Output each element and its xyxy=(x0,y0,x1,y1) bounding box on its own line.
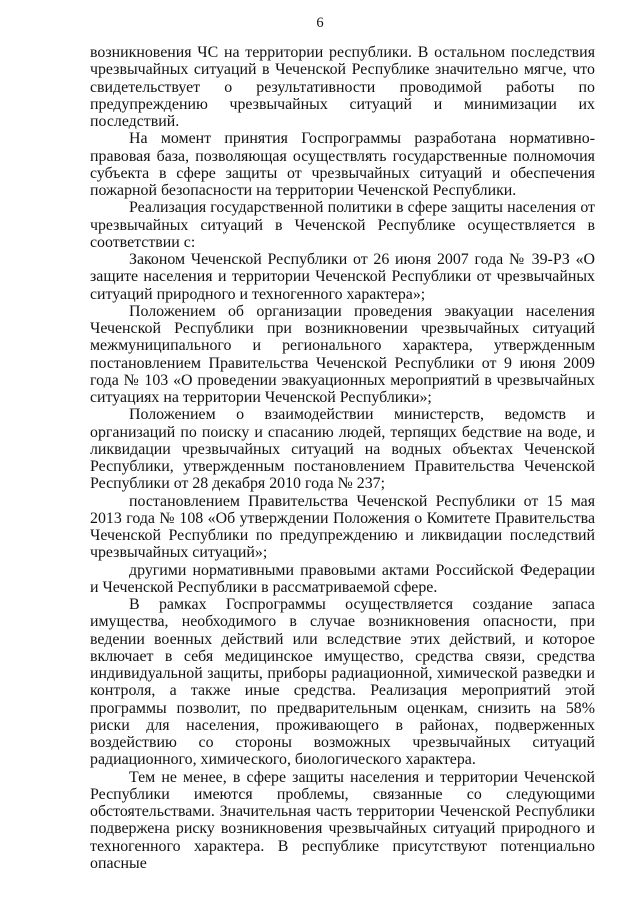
paragraph-policy-implementation: Реализация государственной политики в сфере защиты населения от чрезвычайных ситуаций в Чеченской Республике осуществляется в соответствии с: xyxy=(90,199,595,251)
paragraph-problems: Тем не менее, в сфере защиты населения и территории Чеченской Республики имеются проблемы, связанные со следующими обстоятельствами. Значительная часть территории Чеченской Республики подвержена риску возникновения чрезвычайных ситуаций природного и техногенного характера. В республике присутствуют потенциально опасные xyxy=(90,768,595,872)
document-body xyxy=(90,44,595,872)
page-number: 6 xyxy=(316,15,324,31)
list-item-resolution-108: постановлением Правительства Чеченской Республики от 15 мая 2013 года № 108 «Об утверждении Положения о Комитете Правительства Чеченской Республики по предупреждению и ликвидации последствий чрезвычайных ситуаций»; xyxy=(90,492,595,562)
paragraph-property-reserve: В рамках Госпрограммы осуществляется создание запаса имущества, необходимого в случае возникновения опасности, при ведении военных действий или вследствие этих действий, и которое включает в себя медицинское имущество, средства связи, средства индивидуальной защиты, приборы радиационной, химической разведки и контроля, а также иные средства. Реализация мероприятий этой программы позволит, по предварительным оценкам, снизить на 58% риски для населения, проживающего в районах, подверженных воздействию со стороны возможных чрезвычайных ситуаций радиационного, химического, биологического характера. xyxy=(90,596,595,769)
list-item-evacuation-regulation: Положением об организации проведения эвакуации населения Чеченской Республики при возникновении чрезвычайных ситуаций межмуниципального и регионального характера, утвержденным постановлением Правительства Чеченской Республики от 9 июня 2009 года № 103 «О проведении эвакуационных мероприятий в чрезвычайных ситуациях на территории Чеченской Республики»; xyxy=(90,302,595,406)
list-item-water-rescue-regulation: Положением о взаимодействии министерств, ведомств и организаций по поиску и спасанию людей, терпящих бедствие на воде, и ликвидации чрезвычайных ситуаций на водных объектах Чеченской Республики, утвержденным постановлением Правительства Чеченской Республики от 28 декабря 2010 года № 237; xyxy=(90,406,595,493)
list-item-law-39rz: Законом Чеченской Республики от 26 июня 2007 года № 39-РЗ «О защите населения и территории Чеченской Республики от чрезвычайных ситуаций природного и техногенного характера»; xyxy=(90,251,595,303)
paragraph-continuation: возникновения ЧС на территории республики. В остальном последствия чрезвычайных ситуаций в Чеченской Республике значительно мягче, что свидетельствует о результативности проводимой работы по предупреждению чрезвычайных ситуаций и минимизации их последствий. xyxy=(90,44,595,130)
list-item-other-acts: другими нормативными правовыми актами Российской Федерации и Чеченской Республики в рассматриваемой сфере. xyxy=(90,561,595,596)
paragraph-legal-base: На момент принятия Госпрограммы разработана нормативно-правовая база, позволяющая осуществлять государственные полномочия субъекта в сфере защиты от чрезвычайных ситуаций и обеспечения пожарной безопасности на территории Чеченской Республики. xyxy=(90,130,595,199)
